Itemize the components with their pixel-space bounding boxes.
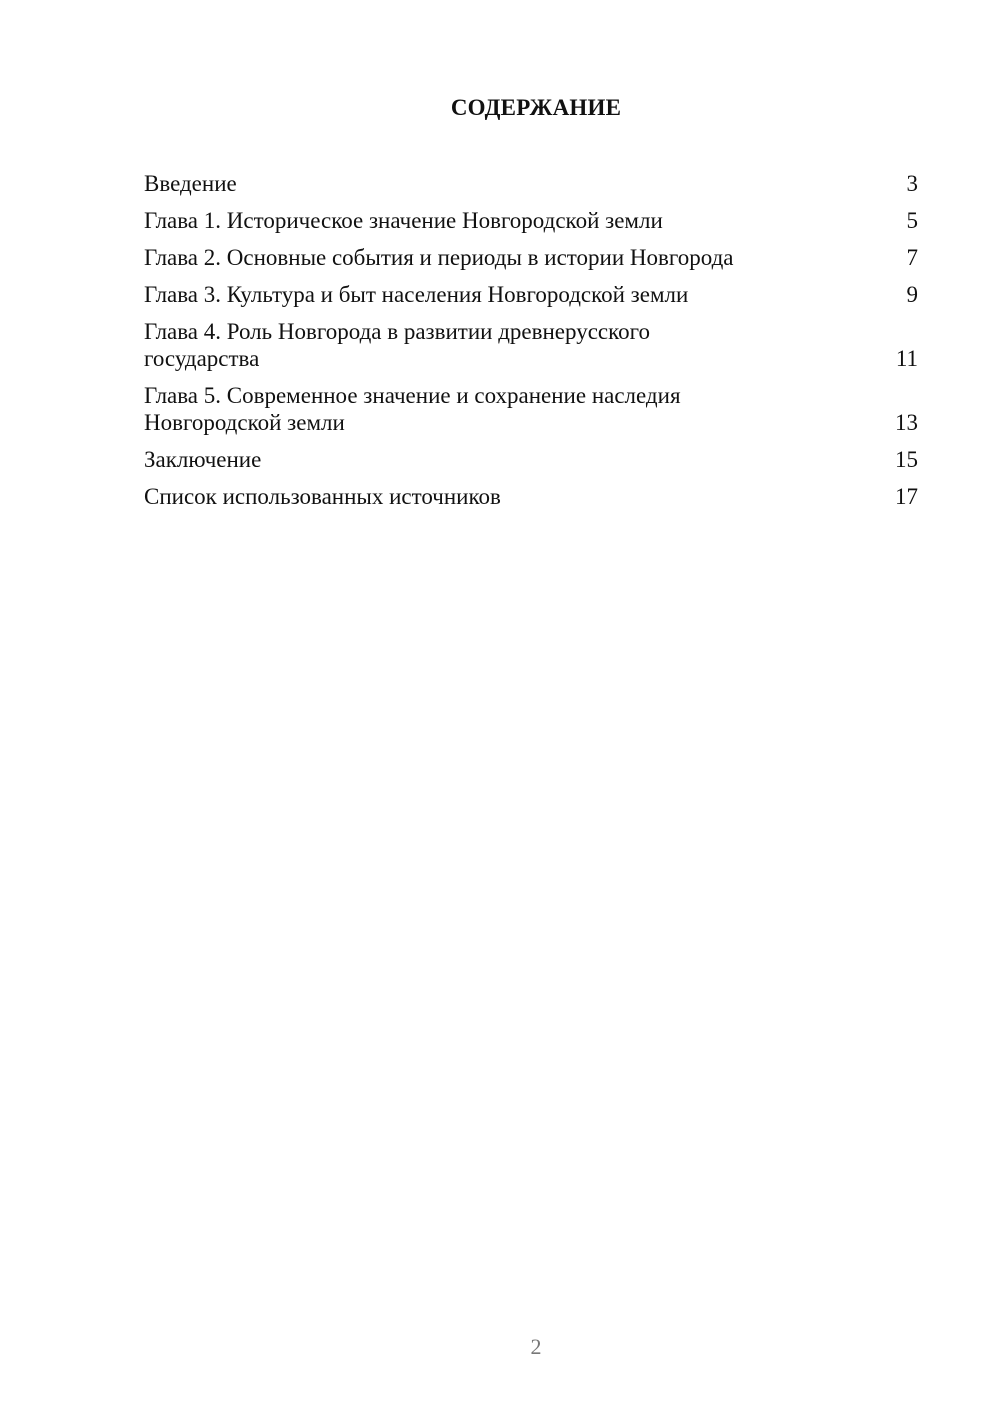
toc-entry-page: 11 [895, 346, 918, 371]
toc-entry-title: Введение [144, 171, 237, 196]
toc-entry-page: 17 [895, 484, 918, 509]
toc-entry-page: 15 [895, 447, 918, 472]
toc-entry-chapter-2[interactable] [144, 244, 918, 271]
toc-entry-title: Глава 1. Историческое значение Новгородской земли [144, 208, 663, 233]
toc-title: СОДЕРЖАНИЕ [450, 95, 622, 120]
toc-entry-title: Глава 5. Современное значение и сохранение наследия Новгородской земли [144, 383, 681, 435]
toc-entry-references[interactable] [144, 483, 918, 510]
toc-entry-title: Список использованных источников [144, 484, 501, 509]
toc-entry-page: 13 [895, 410, 918, 435]
page-number: 2 [530, 1334, 542, 1359]
toc-entry-chapter-3[interactable] [144, 281, 918, 308]
toc-entry-page: 7 [906, 245, 918, 270]
toc-list [144, 170, 918, 520]
toc-entry-chapter-5[interactable] [144, 382, 918, 436]
toc-entry-page: 5 [906, 208, 918, 233]
toc-entry-chapter-1[interactable] [144, 207, 918, 234]
toc-entry-title: Глава 2. Основные события и периоды в истории Новгорода [144, 245, 734, 270]
toc-entry-introduction[interactable] [144, 170, 918, 197]
toc-entry-title: Глава 4. Роль Новгорода в развитии древнерусского государства [144, 319, 650, 371]
toc-entry-conclusion[interactable] [144, 446, 918, 473]
toc-entry-page: 3 [906, 171, 918, 196]
toc-entry-chapter-4[interactable] [144, 318, 918, 372]
toc-entry-title: Глава 3. Культура и быт населения Новгородской земли [144, 282, 689, 307]
toc-entry-title: Заключение [144, 447, 262, 472]
toc-entry-page: 9 [906, 282, 918, 307]
